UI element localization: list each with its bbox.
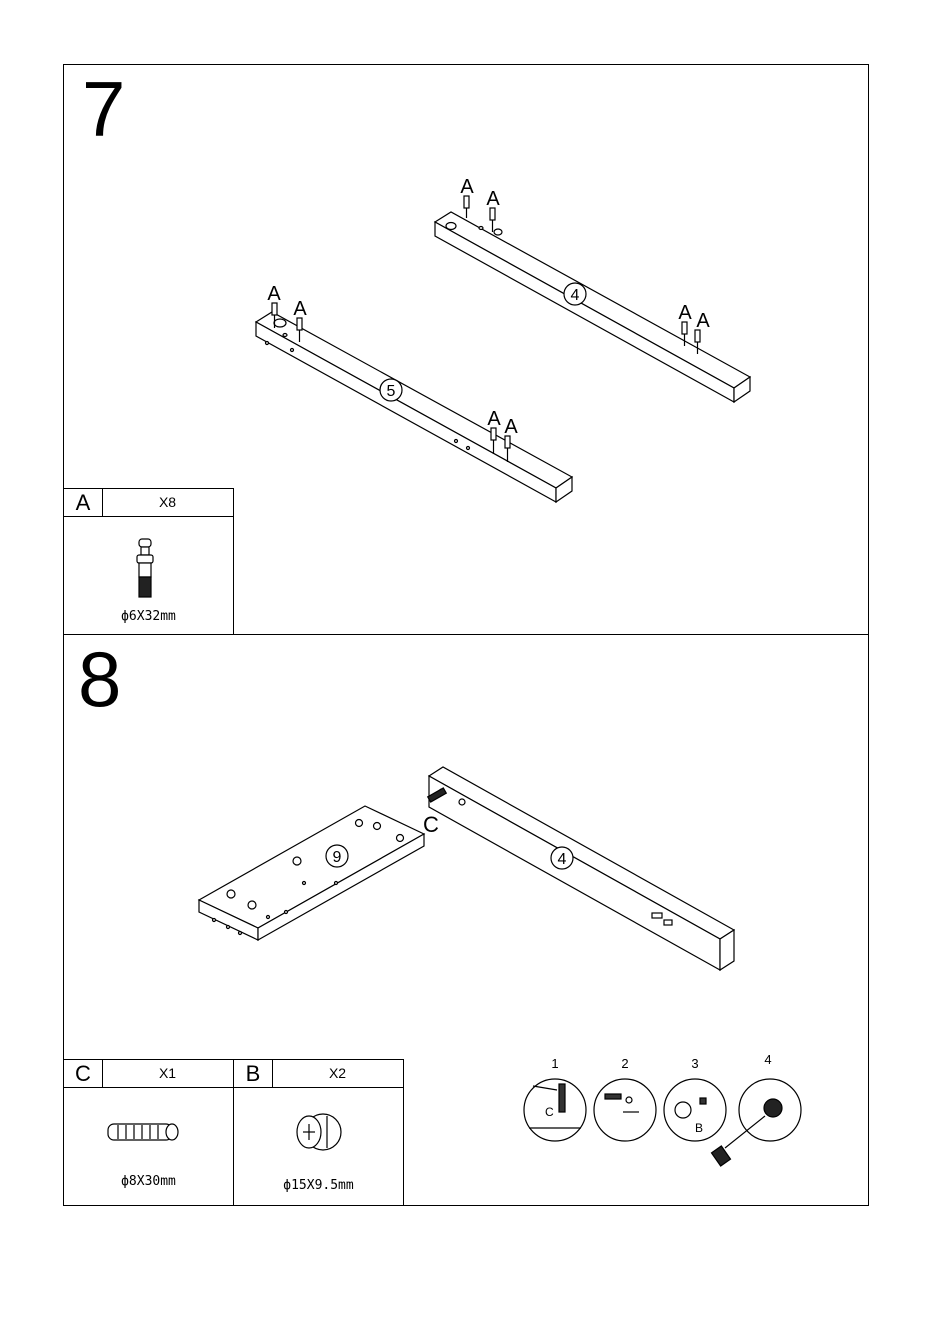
fastener-c-label: C	[423, 812, 439, 837]
wooden-dowel-icon	[104, 1120, 184, 1146]
sequence-number: 4	[764, 1052, 772, 1067]
board-panel-9	[199, 806, 424, 940]
part-box-a	[63, 488, 234, 635]
step-8-illustration	[0, 635, 932, 1060]
rail-panel-5	[256, 312, 572, 502]
sequence-label-b: B	[695, 1121, 704, 1135]
part-letter: C	[64, 1060, 103, 1087]
fastener-a-label: A	[487, 408, 501, 430]
part-box-header	[64, 1060, 233, 1088]
part-letter: B	[234, 1060, 273, 1087]
cam-bolt-icon	[129, 537, 169, 601]
part-box-b	[233, 1059, 404, 1206]
sequence-number: 2	[621, 1056, 629, 1071]
fastener-a-label: A	[696, 310, 710, 332]
step-8-number: 8	[78, 635, 122, 723]
fastener-a-label: A	[460, 176, 474, 198]
panel-4-number: 4	[570, 287, 580, 304]
rail-panel-4	[435, 212, 750, 402]
cam-lock-icon	[289, 1110, 349, 1154]
cam-lock-sequence	[515, 1050, 815, 1170]
part-quantity: X8	[158, 494, 177, 510]
part-box-header	[234, 1060, 403, 1088]
part-quantity: X1	[158, 1065, 177, 1081]
fastener-a-label: A	[504, 416, 518, 438]
part-spec: ф15X9.5mm	[283, 1178, 354, 1193]
sequence-step-2	[594, 1079, 656, 1141]
fastener-a-label: A	[267, 283, 281, 305]
sequence-step-1	[524, 1079, 586, 1141]
fastener-a-label: A	[486, 188, 500, 210]
step-7-number: 7	[82, 65, 126, 153]
part-quantity: X2	[328, 1065, 347, 1081]
part-box-header	[64, 489, 233, 517]
part-box-c	[63, 1059, 234, 1206]
panel-4-number: 4	[557, 851, 567, 868]
sequence-number: 3	[691, 1056, 699, 1071]
part-spec: ф8X30mm	[121, 1174, 176, 1189]
panel-5-number: 5	[386, 383, 396, 400]
panel-9-number: 9	[332, 849, 342, 866]
part-spec: ф6X32mm	[121, 609, 176, 624]
rail-panel-4	[429, 767, 734, 970]
sequence-label-c: C	[545, 1105, 554, 1119]
sequence-number: 1	[551, 1056, 559, 1071]
part-letter: A	[64, 489, 103, 516]
fastener-a-label: A	[293, 298, 307, 320]
fastener-a-label: A	[678, 302, 692, 324]
